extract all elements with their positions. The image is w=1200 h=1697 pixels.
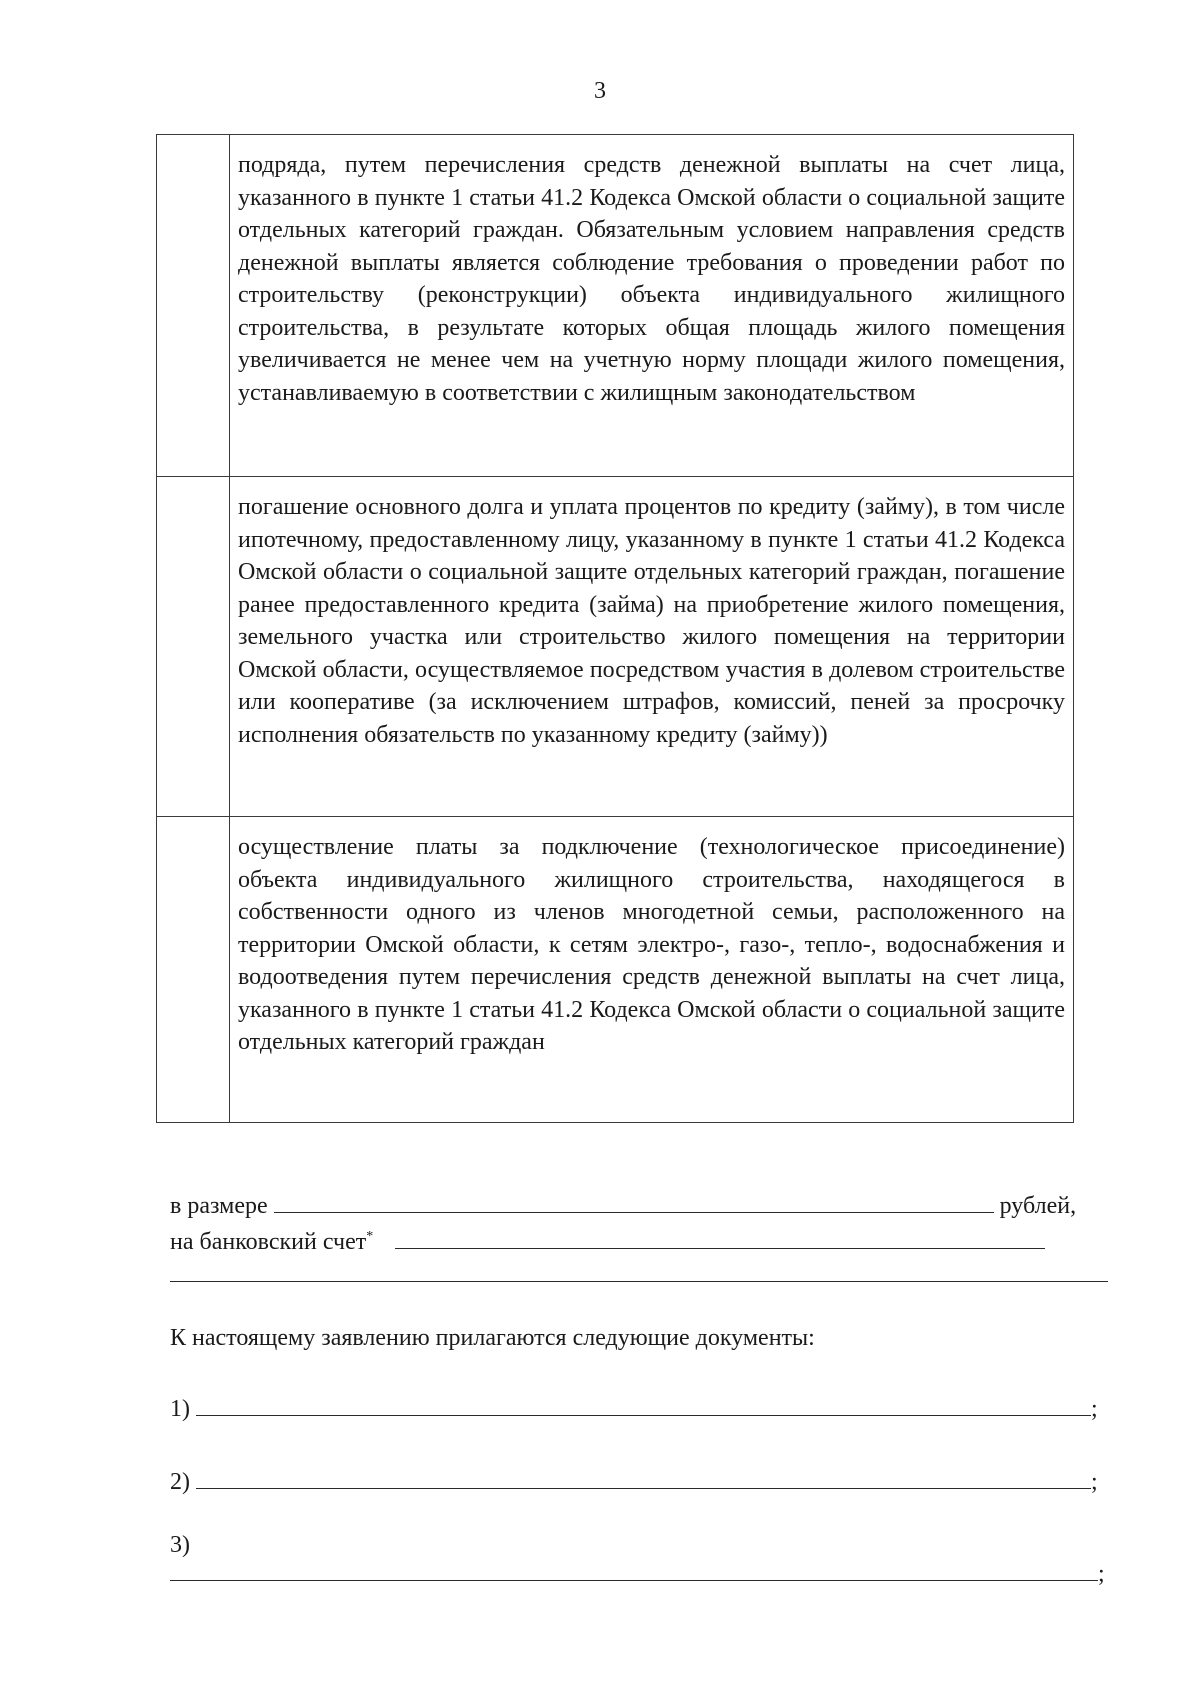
document-item-2 xyxy=(170,1466,1115,1497)
document-end: ; xyxy=(1091,1396,1098,1422)
document-item-1 xyxy=(170,1393,1115,1424)
document-number: 1) xyxy=(170,1396,190,1422)
checkbox-cell[interactable] xyxy=(157,477,230,817)
document-number: 2) xyxy=(170,1469,190,1495)
option-text: погашение основного долга и уплата процентов по кредиту (займу), в том числе ипотечному, предоставленному лицу, указанному в пункте 1 статьи 41.2 Кодекса Омской области о социальной защите отдельных категорий граждан, погашение ранее предоставленного кредита (займа) на приобретение жилого помещения, земельного участка или строительство жилого помещения на территории Омской области, осуществляемое посредством участия в долевом строительстве или кооперативе (за исключением штрафов, комиссий, пеней за просрочку исполнения обязательств по указанному кредиту (займу)) xyxy=(230,477,1074,817)
document-item-3 xyxy=(170,1530,1115,1560)
document-field-2[interactable] xyxy=(196,1466,1091,1489)
document-item-3-line xyxy=(170,1558,1115,1589)
account-field[interactable] xyxy=(395,1226,1045,1249)
option-text: осуществление платы за подключение (технологическое присоединение) объекта индивидуального жилищного строительства, находящегося в собственности одного из членов многодетной семьи, расположенного на территории Омской области, к сетям электро-, газо-, тепло-, водоснабжения и водоотведения путем перечисления средств денежной выплаты на счет лица, указанного в пункте 1 статьи 41.2 Кодекса Омской области о социальной защите отдельных категорий граждан xyxy=(230,817,1074,1123)
account-field-continuation[interactable] xyxy=(170,1281,1108,1282)
amount-row xyxy=(170,1190,1115,1221)
checkbox-cell[interactable] xyxy=(157,135,230,477)
table-row xyxy=(157,477,1074,817)
amount-field[interactable] xyxy=(274,1190,994,1213)
document-end: ; xyxy=(1091,1469,1098,1495)
account-label: на банковский счет xyxy=(170,1229,367,1255)
document-field-3[interactable] xyxy=(170,1558,1098,1581)
footnote-mark: * xyxy=(366,1229,374,1244)
table-row xyxy=(157,817,1074,1123)
documents-heading: К настоящему заявлению прилагаются следующие документы: xyxy=(170,1325,815,1351)
currency-label: рублей, xyxy=(999,1193,1077,1219)
document-number: 3) xyxy=(170,1532,190,1558)
amount-label: в размере xyxy=(170,1193,268,1219)
document-end: ; xyxy=(1098,1561,1105,1587)
document-field-1[interactable] xyxy=(196,1393,1091,1416)
checkbox-cell[interactable] xyxy=(157,817,230,1123)
payment-options-table xyxy=(156,134,1074,1123)
table-row xyxy=(157,135,1074,477)
option-text: подряда, путем перечисления средств денежной выплаты на счет лица, указанного в пункте 1 статьи 41.2 Кодекса Омской области о социальной защите отдельных категорий граждан. Обязательным условием направления средств денежной выплаты является соблюдение требования о проведении работ по строительству (реконструкции) объекта индивидуального жилищного строительства, в результате которых общая площадь жилого помещения увеличивается не менее чем на учетную норму площади жилого помещения, устанавливаемую в соответствии с жилищным законодательством xyxy=(230,135,1074,477)
account-row xyxy=(170,1222,1115,1257)
page-number: 3 xyxy=(594,78,606,104)
